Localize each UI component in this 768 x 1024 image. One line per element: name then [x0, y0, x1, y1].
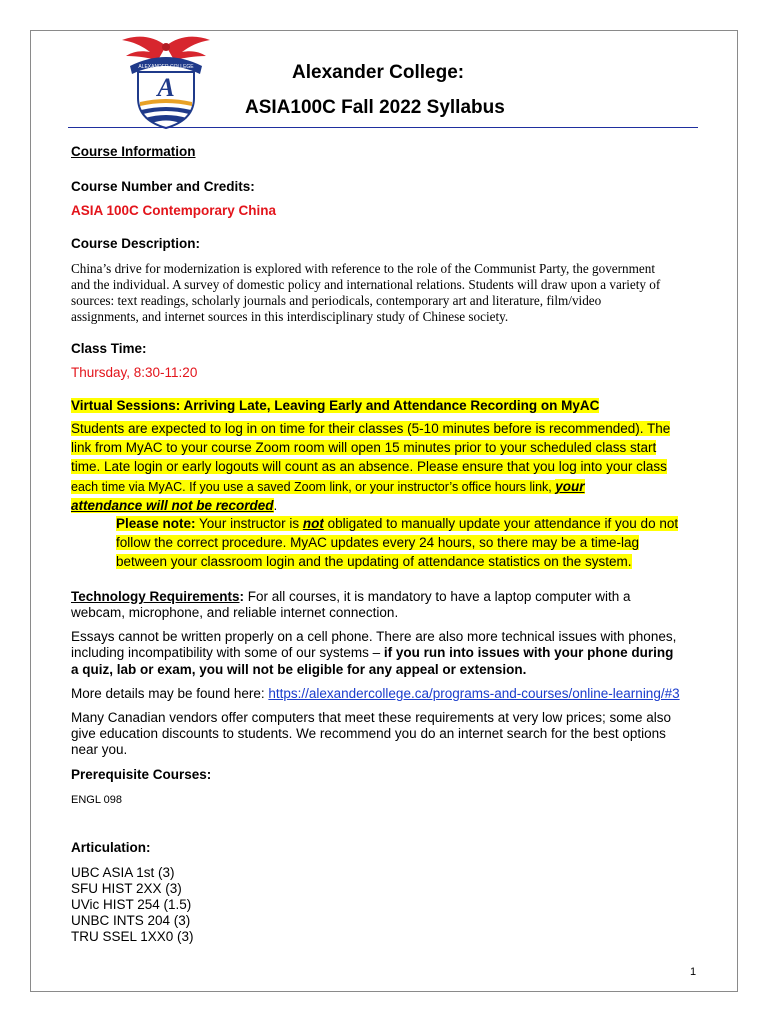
prerequisite-heading: Prerequisite Courses:	[71, 767, 212, 782]
page-number: 1	[690, 966, 697, 978]
virtual-line: link from MyAC to your course Zoom room will open 15 minutes prior to your scheduled class start	[71, 440, 657, 455]
online-learning-link[interactable]: https://alexandercollege.ca/programs-and-courses/online-learning/#3	[268, 686, 680, 701]
logo-ribbon-text: ALEXANDER COLLEGE	[138, 64, 194, 70]
logo-letter: A	[157, 73, 175, 102]
articulation-item: UVic HIST 254 (1.5)	[71, 897, 192, 912]
articulation-item: UNBC INTS 204 (3)	[71, 913, 191, 928]
vendors-line: Many Canadian vendors offer computers that meet these requirements at very low prices; some also	[71, 710, 672, 725]
prerequisite-value: ENGL 098	[71, 794, 122, 806]
virtual-line: Students are expected to log in on time for their classes (5-10 minutes before is recommended). The	[71, 421, 671, 436]
description-line: China’s drive for modernization is explored with reference to the role of the Communist Party, the government	[71, 261, 655, 276]
description-line: assignments, and internet sources in this interdisciplinary study of Chinese society.	[71, 309, 509, 324]
please-note-line: Please note: Your instructor is not obligated to manually update your attendance if you do not	[116, 516, 679, 531]
course-number-heading: Course Number and Credits:	[71, 179, 255, 194]
tech-requirements-line: webcam, microphone, and reliable internet connection.	[71, 605, 399, 620]
course-number-value: ASIA 100C Contemporary China	[71, 203, 277, 218]
virtual-line: each time via MyAC. If you use a saved Zoom link, or your instructor’s office hours link, your	[71, 479, 585, 494]
college-crest-logo	[120, 32, 212, 130]
description-line: and the individual. A survey of domestic policy and international relations. Students will draw upon a variety of	[71, 277, 661, 292]
articulation-item: TRU SSEL 1XX0 (3)	[71, 929, 194, 944]
course-info-heading: Course Information	[71, 144, 196, 159]
details-line: More details may be found here: https://alexandercollege.ca/programs-and-courses/online-learning/#3	[71, 686, 680, 701]
articulation-item: SFU HIST 2XX (3)	[71, 881, 182, 896]
articulation-item: UBC ASIA 1st (3)	[71, 865, 175, 880]
essay-line: Essays cannot be written properly on a cell phone. There are also more technical issues with phones,	[71, 629, 677, 644]
header-divider	[68, 127, 698, 128]
course-description-heading: Course Description:	[71, 236, 201, 251]
articulation-heading: Articulation:	[71, 840, 151, 855]
description-line: sources: text readings, scholarly journals and periodicals, contemporary art and literature, film/video	[71, 293, 602, 308]
tech-requirements-line: Technology Requirements: For all courses, it is mandatory to have a laptop computer with a	[71, 589, 631, 604]
vendors-line: near you.	[71, 742, 128, 757]
document-title-line1: Alexander College:	[292, 62, 465, 83]
class-time-heading: Class Time:	[71, 341, 147, 356]
essay-line: a quiz, lab or exam, you will not be eligible for any appeal or extension.	[71, 662, 527, 677]
please-note-line: follow the correct procedure. MyAC updates every 24 hours, so there may be a time-lag	[116, 535, 639, 550]
document-title-line2: ASIA100C Fall 2022 Syllabus	[245, 97, 505, 118]
please-note-line: between your classroom login and the updating of attendance statistics on the system.	[116, 554, 632, 569]
class-time-value: Thursday, 8:30-11:20	[71, 365, 198, 380]
virtual-line: time. Late login or early logouts will count as an absence. Please ensure that you log into your class	[71, 459, 667, 474]
virtual-line: attendance will not be recorded.	[71, 498, 278, 513]
essay-line: including incompatibility with some of our systems – if you run into issues with your phone during	[71, 645, 674, 660]
vendors-line: give education discounts to students. We recommend you do an internet search for the best options	[71, 726, 666, 741]
virtual-sessions-heading: Virtual Sessions: Arriving Late, Leaving Early and Attendance Recording on MyAC	[71, 398, 600, 413]
